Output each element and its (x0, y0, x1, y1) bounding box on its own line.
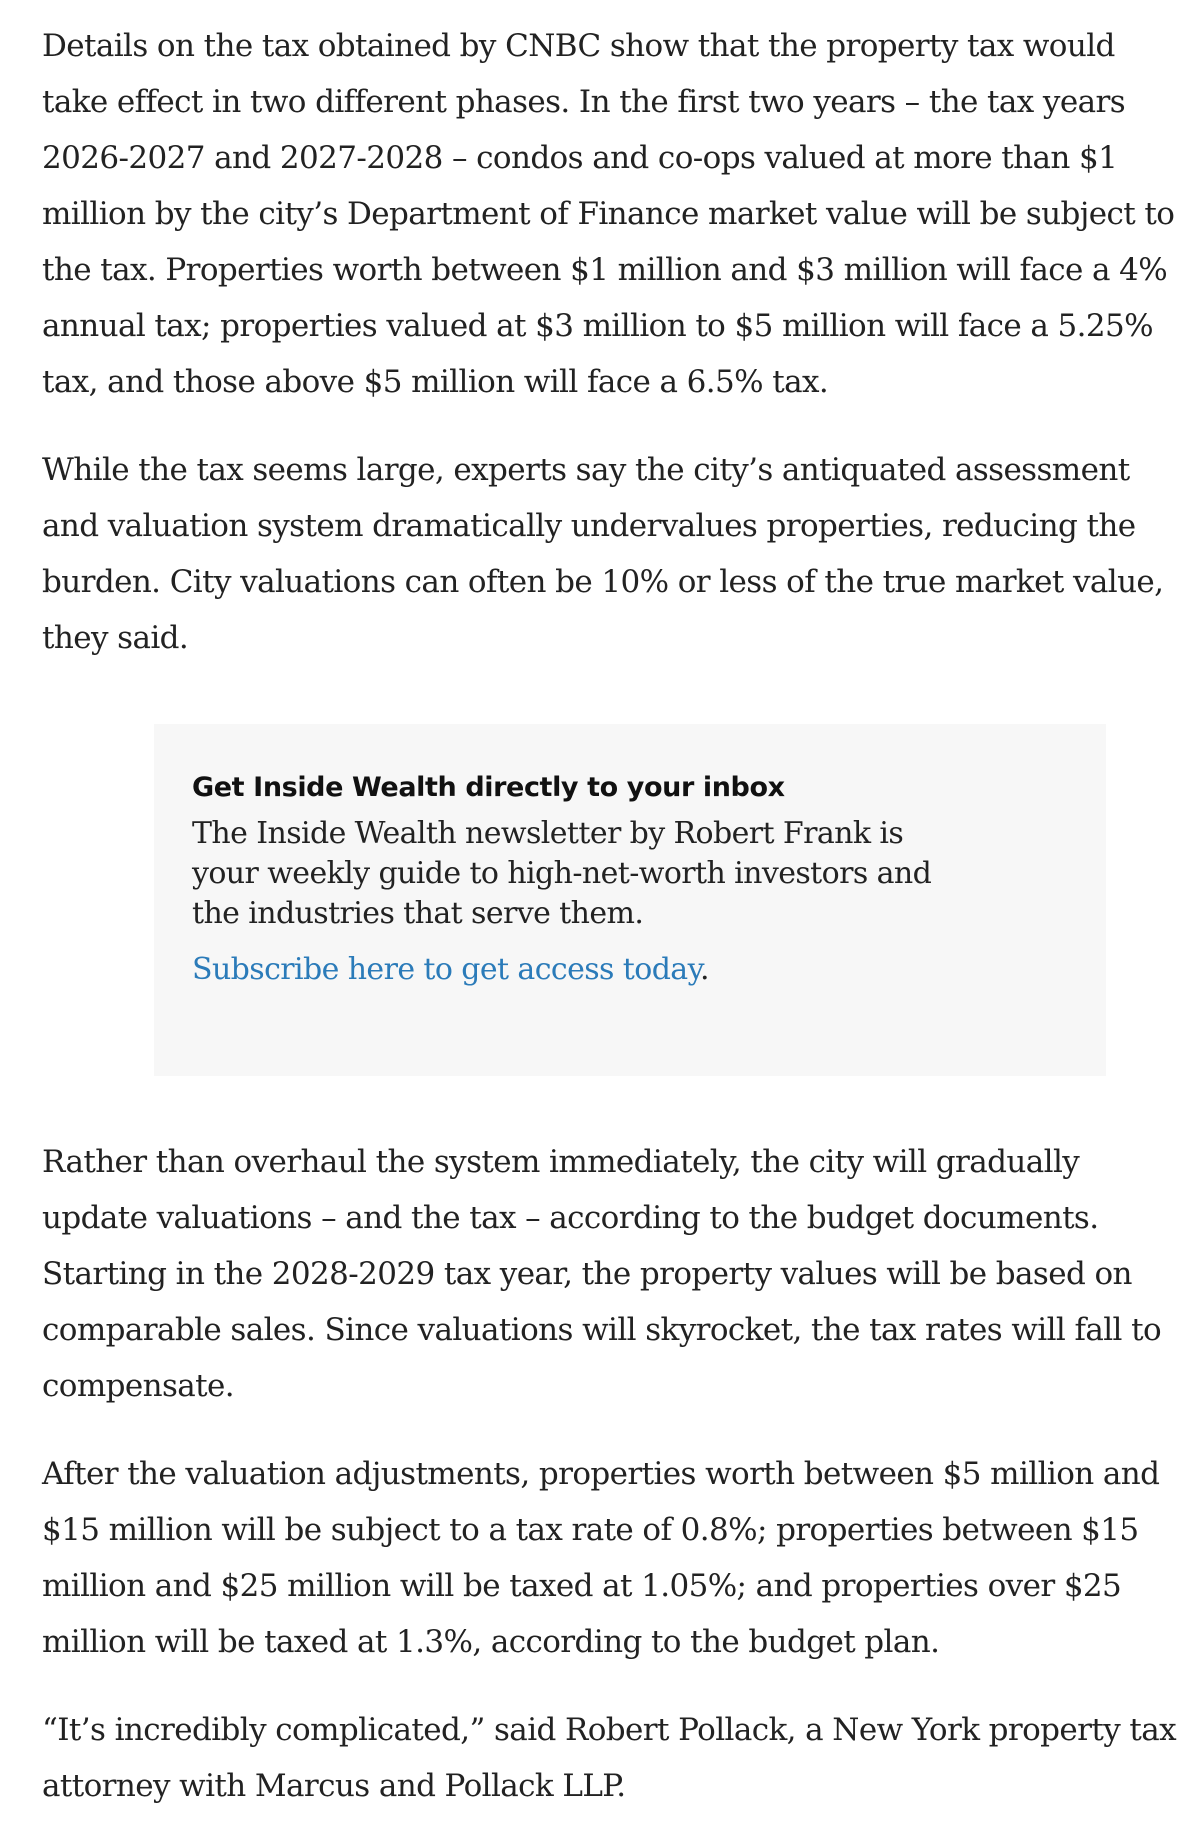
article-paragraph-new-rates: After the valuation adjustments, properties worth between $5 million and $15 million will be subject to a tax rate of 0.8%; properties between $15 million and $25 million will be taxed at 1.05%; and properties over $25 million will be taxed at 1.3%, according to the budget plan. (42, 1456, 1160, 1660)
newsletter-description: The Inside Wealth newsletter by Robert Frank is your weekly guide to high-net-worth investors and the industries that serve them. (192, 816, 932, 931)
subscribe-link-period: . (699, 952, 709, 987)
newsletter-heading: Get Inside Wealth directly to your inbox (192, 772, 785, 803)
article-paragraph-quote: “It’s incredibly complicated,” said Robert Pollack, a New York property tax attorney with Marcus and Pollack LLP. (42, 1712, 1177, 1804)
newsletter-promo-box (154, 724, 1106, 1076)
article-paragraph-tax-phases: Details on the tax obtained by CNBC show that the property tax would take effect in two different phases. In the first two years – the tax years 2026-2027 and 2027-2028 – condos and co-ops valued at more than $1 million by the city’s Department of Finance market value will be subject to the tax. Properties worth between $1 million and $3 million will face a 4% annual tax; properties valued at $3 million to $5 million will face a 5.25% tax, and those above $5 million will face a 6.5% tax. (42, 28, 1175, 400)
newsletter-cta (192, 950, 1070, 990)
article-paragraph-valuation-system: While the tax seems large, experts say the city’s antiquated assessment and valuation system dramatically undervalues properties, reducing the burden. City valuations can often be 10% or less of the true market value, they said. (42, 452, 1164, 656)
article-body (42, 18, 1182, 1846)
subscribe-link[interactable]: Subscribe here to get access today (192, 952, 700, 987)
article-paragraph-gradual-update: Rather than overhaul the system immediately, the city will gradually update valuations – and the tax – according to the budget documents. Starting in the 2028-2029 tax year, the property values will be based on comparable sales. Since valuations will skyrocket, the tax rates will fall to compensate. (42, 1144, 1162, 1404)
